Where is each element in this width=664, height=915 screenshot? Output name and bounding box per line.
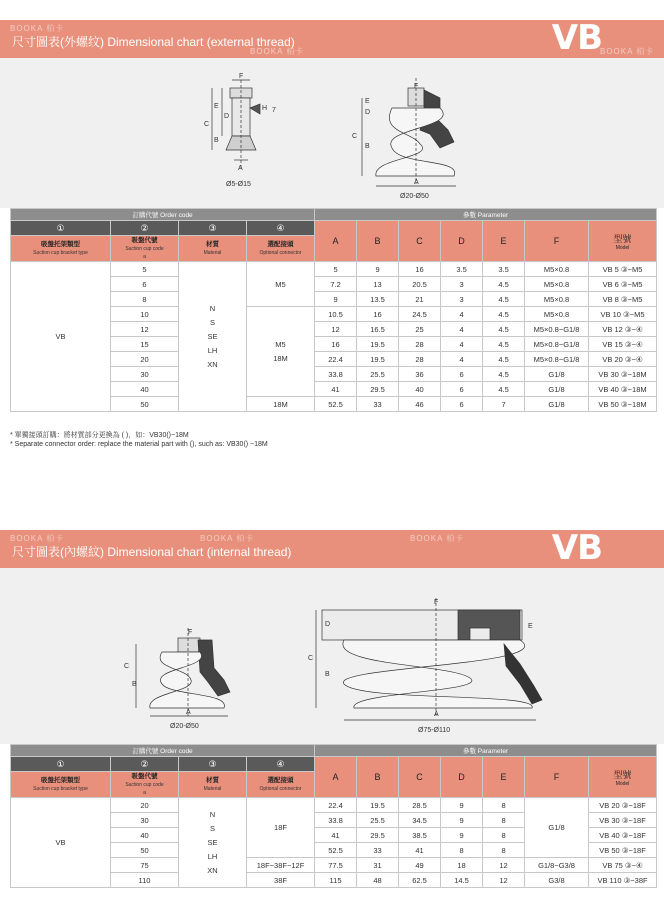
label-C: C [308, 655, 314, 662]
param-cell-A: 33.8 [315, 367, 357, 382]
connector-cell: 18M [247, 397, 315, 412]
label-H: H [262, 105, 268, 112]
label-C: C [124, 663, 130, 670]
param-cell-C: 40 [399, 382, 441, 397]
param-head: F [525, 221, 589, 262]
param-cell-B: 13.5 [357, 292, 399, 307]
cup-code-cell: 40 [111, 828, 179, 843]
param-cell-A: 77.5 [315, 858, 357, 873]
param-cell-D: 3 [441, 277, 483, 292]
model-cell: VB 12 ③−④ [589, 322, 657, 337]
watermark: BOOKA 柏卡 [410, 534, 465, 543]
watermark: BOOKA 柏卡 [600, 47, 655, 56]
material-item: SE [207, 837, 218, 847]
param-cell-E: 8 [483, 843, 525, 858]
param-cell-E: 8 [483, 828, 525, 843]
connector-head: 選配接頭 Optional connector [247, 772, 315, 798]
model-cell: VB 40 ③−18F [589, 828, 657, 843]
col-num: ② [111, 757, 179, 772]
param-cell-B: 19.5 [357, 337, 399, 352]
section2-logo: VB [551, 528, 602, 568]
caption-left: Ø20-Ø50 [170, 723, 199, 730]
param-cell-D: 14.5 [441, 873, 483, 888]
param-cell-D: 6 [441, 382, 483, 397]
param-head: A [315, 221, 357, 262]
param-cell-B: 19.5 [357, 352, 399, 367]
param-cell-A: 16 [315, 337, 357, 352]
param-cell-F: M5×0.8 [525, 292, 589, 307]
section1-title: 尺寸圖表(外螺纹) Dimensional chart (external thread) [12, 35, 295, 49]
table-row [11, 798, 657, 813]
external-thread-drawing [0, 58, 664, 208]
param-cell-F: M5×0.8 [525, 307, 589, 322]
param-cell-F: M5×0.8 [525, 262, 589, 277]
col-num: ① [11, 221, 111, 236]
param-cell-D: 8 [441, 843, 483, 858]
param-cell-C: 20.5 [399, 277, 441, 292]
param-head: B [357, 221, 399, 262]
param-cell-E: 4.5 [483, 337, 525, 352]
param-cell-B: 25.5 [357, 367, 399, 382]
param-cell-C: 41 [399, 843, 441, 858]
param-cell-C: 21 [399, 292, 441, 307]
model-cell: VB 75 ③−④ [589, 858, 657, 873]
label-B: B [365, 143, 370, 150]
param-cell-A: 22.4 [315, 798, 357, 813]
param-cell-A: 7.2 [315, 277, 357, 292]
connector-cell: 38F [247, 873, 315, 888]
label-B: B [214, 137, 219, 144]
param-cell-E: 4.5 [483, 367, 525, 382]
internal-thread-drawing [0, 568, 664, 744]
param-cell-F: M5×0.8 [525, 277, 589, 292]
param-head: C [399, 757, 441, 798]
param-cell-B: 25.5 [357, 813, 399, 828]
label-A: A [434, 711, 439, 718]
param-cell-C: 25 [399, 322, 441, 337]
param-cell-A: 52.5 [315, 843, 357, 858]
param-cell-E: 8 [483, 813, 525, 828]
param-head: A [315, 757, 357, 798]
param-cell-E: 4.5 [483, 382, 525, 397]
param-cell-A: 9 [315, 292, 357, 307]
parameter-header: 參數 Parameter [315, 209, 657, 221]
param-cell-A: 10.5 [315, 307, 357, 322]
table-row [11, 262, 657, 277]
model-cell: VB 30 ③−18F [589, 813, 657, 828]
param-cell-F: G1/8 [525, 367, 589, 382]
cup-code-cell: 110 [111, 873, 179, 888]
param-cell-A: 12 [315, 322, 357, 337]
param-cell-A: 5 [315, 262, 357, 277]
label-B: B [132, 681, 137, 688]
param-cell-D: 9 [441, 828, 483, 843]
material-item: N [209, 809, 216, 819]
param-cell-D: 18 [441, 858, 483, 873]
param-cell-D: 9 [441, 798, 483, 813]
param-cell-E: 7 [483, 397, 525, 412]
cup-code-cell: 10 [111, 307, 179, 322]
cup-code-cell: 50 [111, 843, 179, 858]
material-item: S [209, 823, 215, 833]
model-cell: VB 15 ③−④ [589, 337, 657, 352]
param-cell-E: 4.5 [483, 277, 525, 292]
param-cell-B: 16.5 [357, 322, 399, 337]
col-num: ① [11, 757, 111, 772]
label-C: C [204, 121, 210, 128]
col-num: ④ [247, 221, 315, 236]
material-item: S [209, 317, 215, 327]
cup-code-cell: 12 [111, 322, 179, 337]
cup-code-cell: 15 [111, 337, 179, 352]
cup-code-cell: 20 [111, 798, 179, 813]
param-cell-B: 9 [357, 262, 399, 277]
model-cell: VB 110 ③−38F [589, 873, 657, 888]
param-cell-E: 12 [483, 873, 525, 888]
param-cell-D: 6 [441, 367, 483, 382]
cup-code-head: 吸盤代號 Suction cup code a [111, 772, 179, 798]
param-cell-A: 115 [315, 873, 357, 888]
watermark: BOOKA 柏卡 [10, 534, 65, 543]
caption-right: Ø20-Ø50 [400, 193, 429, 200]
model-cell: VB 20 ③−④ [589, 352, 657, 367]
param-cell-A: 41 [315, 382, 357, 397]
param-head: C [399, 221, 441, 262]
material-item: SE [207, 331, 218, 341]
model-cell: VB 8 ③−M5 [589, 292, 657, 307]
section1-banner [0, 20, 664, 58]
param-cell-C: 36 [399, 367, 441, 382]
param-cell-F: G1/8 [525, 798, 589, 858]
material-item: LH [207, 851, 218, 861]
cup-code-cell: 8 [111, 292, 179, 307]
param-cell-C: 49 [399, 858, 441, 873]
label-C: C [352, 133, 358, 140]
label-F: F [434, 599, 439, 606]
param-cell-D: 3.5 [441, 262, 483, 277]
label-F: F [414, 83, 419, 90]
param-head: B [357, 757, 399, 798]
param-cell-F: G3/8 [525, 873, 589, 888]
param-cell-F: G1/8 [525, 382, 589, 397]
cup-code-cell: 5 [111, 262, 179, 277]
material-cell [179, 262, 247, 412]
param-cell-A: 33.8 [315, 813, 357, 828]
label-E: E [528, 623, 533, 630]
connector-head: 選配接頭 Optional connector [247, 236, 315, 262]
section2-spec-table [10, 744, 657, 888]
watermark: BOOKA 柏卡 [250, 47, 305, 56]
label-B: B [325, 671, 330, 678]
param-cell-E: 4.5 [483, 292, 525, 307]
caption-left: Ø5-Ø15 [226, 181, 251, 188]
param-cell-E: 4.5 [483, 322, 525, 337]
material-item: XN [207, 865, 218, 875]
param-cell-D: 4 [441, 307, 483, 322]
param-cell-E: 3.5 [483, 262, 525, 277]
model-cell: VB 6 ③−M5 [589, 277, 657, 292]
param-head: E [483, 757, 525, 798]
note-en: * Separate connector order: replace the material part with (), such as: VB30() −18M [10, 441, 268, 448]
param-cell-D: 4 [441, 322, 483, 337]
model-cell: VB 20 ③−18F [589, 798, 657, 813]
section1-figure [0, 58, 664, 208]
material-item: XN [207, 359, 218, 369]
model-cell: VB 50 ③−18M [589, 397, 657, 412]
material-item: LH [207, 345, 218, 355]
param-cell-B: 33 [357, 843, 399, 858]
label-A: A [238, 165, 243, 172]
param-cell-B: 29.5 [357, 382, 399, 397]
param-cell-B: 33 [357, 397, 399, 412]
note-zh: * 單獨接頭訂購：將材質部分更換為 ( )，如：VB30()−18M [10, 432, 189, 439]
param-cell-A: 52.5 [315, 397, 357, 412]
cup-code-cell: 30 [111, 813, 179, 828]
section2-banner [0, 530, 664, 568]
order-code-header: 訂購代號 Order code [11, 209, 315, 221]
label-A: A [186, 709, 191, 716]
param-cell-C: 34.5 [399, 813, 441, 828]
param-cell-D: 4 [441, 352, 483, 367]
param-head: D [441, 757, 483, 798]
model-cell: VB 30 ③−18M [589, 367, 657, 382]
label-E: E [214, 103, 219, 110]
param-cell-F: G1/8−G3/8 [525, 858, 589, 873]
param-cell-F: M5×0.8−G1/8 [525, 322, 589, 337]
section1-spec-table [10, 208, 657, 412]
label-F: F [239, 73, 244, 80]
label-E: E [365, 98, 370, 105]
bracket-type-cell: VB [11, 262, 111, 412]
col-num: ② [111, 221, 179, 236]
bracket-type-head: 吸盤托架類型 Suction cup bracket type [11, 772, 111, 798]
param-cell-B: 48 [357, 873, 399, 888]
param-cell-B: 13 [357, 277, 399, 292]
param-cell-E: 4.5 [483, 352, 525, 367]
connector-cell: M5 [247, 262, 315, 307]
param-cell-D: 3 [441, 292, 483, 307]
param-cell-B: 19.5 [357, 798, 399, 813]
model-head: 型號 Model [589, 221, 657, 262]
param-cell-B: 16 [357, 307, 399, 322]
parameter-header: 參數 Parameter [315, 745, 657, 757]
param-cell-C: 28 [399, 337, 441, 352]
label-D: D [224, 113, 230, 120]
section2-title: 尺寸圖表(內螺紋) Dimensional chart (internal thread) [12, 545, 292, 559]
watermark: BOOKA 柏卡 [200, 534, 255, 543]
param-cell-F: G1/8 [525, 397, 589, 412]
label-D: D [325, 621, 331, 628]
param-cell-C: 28 [399, 352, 441, 367]
col-num: ③ [179, 221, 247, 236]
col-num: ④ [247, 757, 315, 772]
param-cell-D: 6 [441, 397, 483, 412]
label-F: F [188, 629, 193, 636]
material-head: 材質 Material [179, 772, 247, 798]
watermark: BOOKA 柏卡 [10, 24, 65, 33]
cup-code-cell: 30 [111, 367, 179, 382]
col-num: ③ [179, 757, 247, 772]
param-cell-B: 29.5 [357, 828, 399, 843]
param-cell-C: 46 [399, 397, 441, 412]
param-cell-C: 24.5 [399, 307, 441, 322]
param-cell-F: M5×0.8−G1/8 [525, 352, 589, 367]
material-head: 材質 Material [179, 236, 247, 262]
section2-figure [0, 568, 664, 744]
param-cell-F: M5×0.8−G1/8 [525, 337, 589, 352]
param-cell-D: 4 [441, 337, 483, 352]
param-cell-C: 28.5 [399, 798, 441, 813]
param-head: E [483, 221, 525, 262]
connector-item: 18M [273, 353, 288, 363]
section1-logo: VB [551, 18, 602, 58]
order-code-header: 訂購代號 Order code [11, 745, 315, 757]
param-cell-C: 16 [399, 262, 441, 277]
param-cell-E: 4.5 [483, 307, 525, 322]
label-A: A [414, 179, 419, 186]
param-cell-B: 31 [357, 858, 399, 873]
bracket-type-cell: VB [11, 798, 111, 888]
param-cell-E: 8 [483, 798, 525, 813]
connector-item: M5 [275, 339, 286, 349]
param-cell-A: 41 [315, 828, 357, 843]
material-item: N [209, 303, 216, 313]
param-cell-E: 12 [483, 858, 525, 873]
param-head: F [525, 757, 589, 798]
param-cell-C: 62.5 [399, 873, 441, 888]
connector-cell: 18F [247, 798, 315, 858]
model-cell: VB 50 ③−18F [589, 843, 657, 858]
cup-code-cell: 40 [111, 382, 179, 397]
cup-code-cell: 75 [111, 858, 179, 873]
cup-code-cell: 50 [111, 397, 179, 412]
model-cell: VB 10 ③−M5 [589, 307, 657, 322]
label-D: D [365, 109, 371, 116]
param-cell-A: 22.4 [315, 352, 357, 367]
cup-code-head: 吸盤代號 Suction cup code a [111, 236, 179, 262]
param-head: D [441, 221, 483, 262]
model-cell: VB 40 ③−18M [589, 382, 657, 397]
cup-code-cell: 20 [111, 352, 179, 367]
cup-code-cell: 6 [111, 277, 179, 292]
connector-cell [247, 307, 315, 397]
model-cell: VB 5 ③−M5 [589, 262, 657, 277]
label-H-value: 7 [272, 107, 276, 114]
caption-right: Ø75-Ø110 [418, 727, 451, 734]
connector-cell: 18F−38F−12F [247, 858, 315, 873]
material-cell [179, 798, 247, 888]
param-cell-D: 9 [441, 813, 483, 828]
param-cell-C: 38.5 [399, 828, 441, 843]
bracket-type-head: 吸盤托架類型 Suction cup bracket type [11, 236, 111, 262]
model-head: 型號 Model [589, 757, 657, 798]
